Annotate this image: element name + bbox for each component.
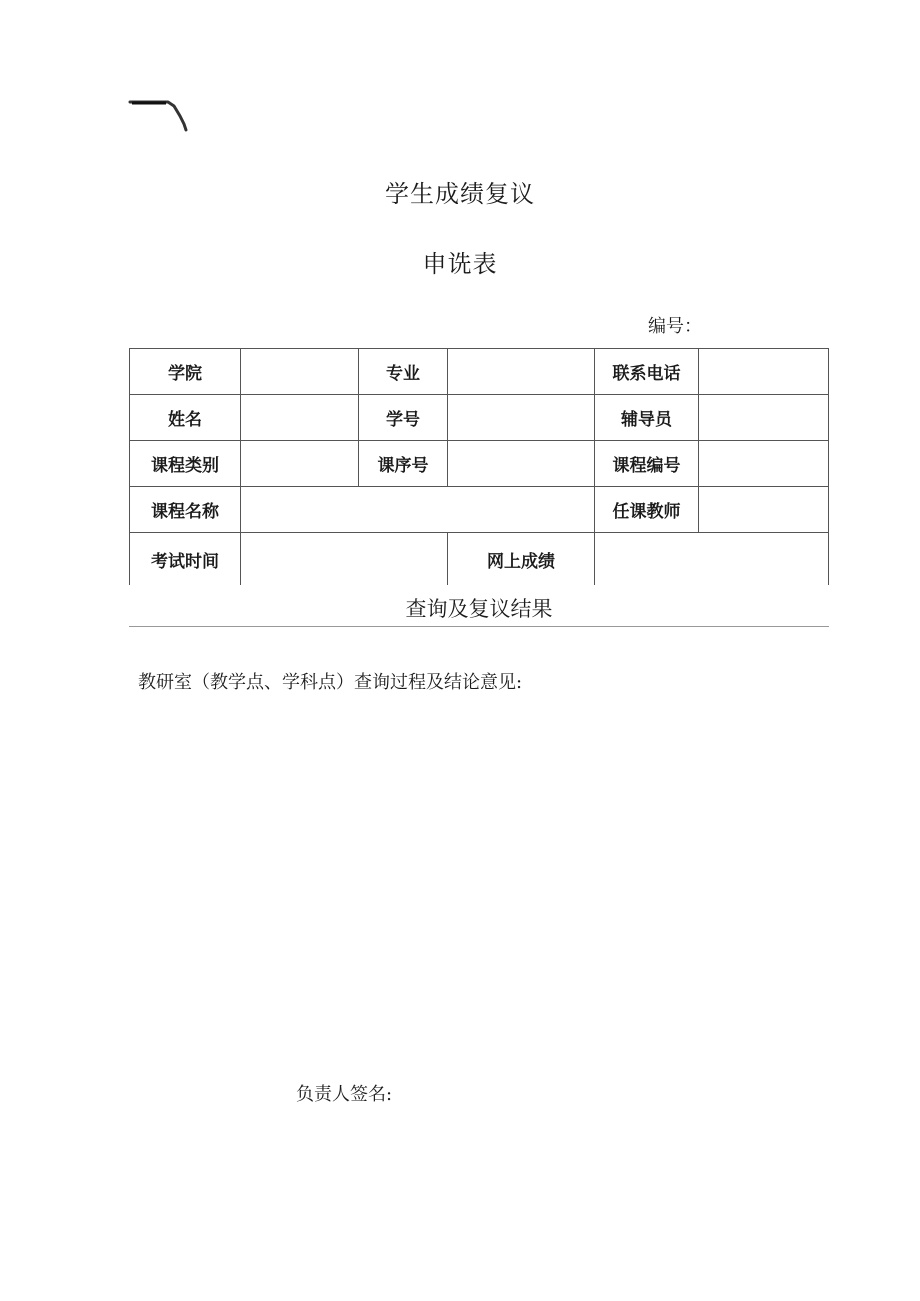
table-row [130, 487, 829, 533]
table-row [130, 441, 829, 487]
online-score-field[interactable] [595, 533, 829, 586]
table-row [130, 395, 829, 441]
counselor-label: 辅导员 [595, 395, 699, 441]
course-name-field[interactable] [241, 487, 595, 533]
course-code-field[interactable] [699, 441, 829, 487]
course-name-label: 课程名称 [130, 487, 241, 533]
corner-mark-icon [128, 96, 192, 140]
application-form-table [129, 348, 829, 585]
name-label: 姓名 [130, 395, 241, 441]
exam-time-field[interactable] [241, 533, 448, 586]
course-type-label: 课程类别 [130, 441, 241, 487]
review-opinion-label: 教研室（教学点、学科点）查询过程及结论意见: [138, 672, 523, 693]
phone-label: 联系电话 [595, 349, 699, 395]
major-label: 专业 [359, 349, 448, 395]
student-id-label: 学号 [359, 395, 448, 441]
online-score-label: 网上成绩 [448, 533, 595, 586]
course-seq-label: 课序号 [359, 441, 448, 487]
teacher-label: 任课教师 [595, 487, 699, 533]
phone-field[interactable] [699, 349, 829, 395]
result-section-title: 查询及复议结果 [129, 594, 829, 627]
course-type-field[interactable] [241, 441, 359, 487]
college-field[interactable] [241, 349, 359, 395]
major-field[interactable] [448, 349, 595, 395]
signature-label: 负责人签名: [296, 1084, 393, 1105]
name-field[interactable] [241, 395, 359, 441]
serial-number-label: 编号： [648, 316, 702, 337]
course-code-label: 课程编号 [595, 441, 699, 487]
table-row [130, 349, 829, 395]
counselor-field[interactable] [699, 395, 829, 441]
course-seq-field[interactable] [448, 441, 595, 487]
college-label: 学院 [130, 349, 241, 395]
teacher-field[interactable] [699, 487, 829, 533]
table-row [130, 533, 829, 586]
document-subtitle: 申诜表 [422, 250, 498, 278]
exam-time-label: 考试时间 [130, 533, 241, 586]
document-title: 学生成绩复议 [385, 180, 535, 208]
student-id-field[interactable] [448, 395, 595, 441]
